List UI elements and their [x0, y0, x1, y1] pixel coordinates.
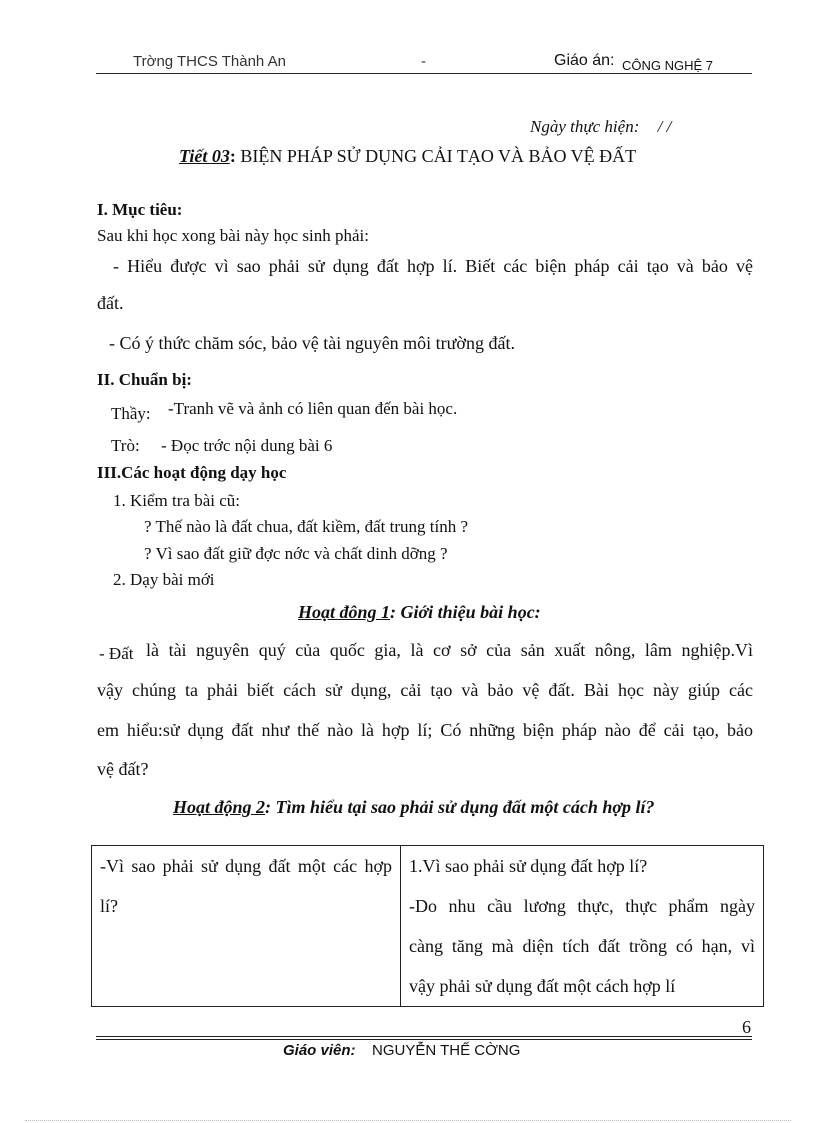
activity1-line1: là tài nguyên quý của quốc gia, là cơ sở của sản xuất nông, lâm nghiệp.Vì	[146, 640, 753, 660]
student-prep-text: - Đọc trớc nội dung bài 6	[161, 436, 333, 455]
title-colon: :	[229, 146, 236, 166]
activity1-heading	[298, 602, 541, 623]
section3-heading: III.Các hoạt động dạy học	[97, 463, 287, 482]
table-right-heading: 1.Vì sao phải sử dụng đất hợp lí?	[409, 856, 648, 876]
activity2-subtitle: : Tìm hiểu tại sao phải sử dụng đất một cách hợp lí?	[265, 797, 655, 817]
page-number: 6	[742, 1017, 751, 1037]
table-cell-question	[92, 846, 401, 1007]
activity1-title: Hoạt đông 1	[298, 602, 391, 622]
activity1-line2: vậy chúng ta phải biết cách sử dụng, cải tạo và bảo vệ đất. Bài học này giúp các	[97, 680, 753, 700]
date-value: / /	[657, 117, 672, 136]
date-label: Ngày thực hiện:	[530, 117, 640, 136]
objective-1-line1: - Hiểu được vì sao phải sử dụng đất hợp lí. Biết các biện pháp cải tạo và bảo vệ	[113, 256, 753, 276]
new-lesson: 2. Dạy bài mới	[113, 570, 215, 589]
table-right-line3: vậy phải sử dụng đất một cách hợp lí	[409, 976, 676, 996]
activity1-line3: em hiểu:sử dụng đất như thế nào là hợp lí; Có những biện pháp nào để cải tạo, bảo	[97, 720, 753, 740]
activity2-table	[91, 845, 764, 1007]
teacher-label: Giáo viên:	[283, 1042, 356, 1059]
header-rule	[96, 73, 752, 74]
period-number: Tiết 03	[179, 146, 230, 166]
question-1: ? Thế nào là đất chua, đất kiềm, đất trung tính ?	[144, 517, 468, 536]
header-dash: -	[421, 53, 426, 70]
table-cell-answer	[401, 846, 764, 1007]
student-prep-label: Trò:	[111, 436, 140, 455]
footer-rule-top	[96, 1036, 752, 1037]
section2-heading: II. Chuẩn bị:	[97, 370, 192, 389]
activity1-subtitle: : Giới thiệu bài học:	[390, 602, 541, 622]
teacher-prep-label: Thầy:	[111, 404, 151, 423]
date-line	[530, 117, 671, 137]
table-left-line1: -Vì sao phải sử dụng đất một các hợp	[100, 856, 392, 876]
section1-intro: Sau khi học xong bài này học sinh phải:	[97, 226, 369, 245]
subject-name: CÔNG NGHỆ 7	[622, 58, 714, 73]
page-bottom-edge	[25, 1120, 791, 1121]
title-text: BIỆN PHÁP SỬ DỤNG CẢI TẠO VÀ BẢO VỆ ĐẤT	[235, 146, 637, 166]
footer-rule-bottom	[96, 1039, 752, 1040]
activity1-line4: vệ đất?	[97, 759, 149, 779]
lesson-plan-label: Giáo án:	[554, 52, 615, 69]
table-row	[92, 846, 764, 1007]
school-name: Trờng THCS Thành An	[133, 53, 286, 70]
activity2-title: Hoạt động 2	[173, 797, 266, 817]
section1-heading: I. Mục tiêu:	[97, 200, 183, 219]
table-left-line2: lí?	[100, 896, 118, 916]
check-old-lesson: 1. Kiểm tra bài cũ:	[113, 491, 240, 510]
objective-2: - Có ý thức chăm sóc, bảo vệ tài nguyên môi trường đất.	[109, 333, 515, 353]
page-title	[179, 146, 636, 167]
table-right-line2: càng tăng mà diện tích đất trồng có hạn, vì	[409, 936, 755, 956]
teacher-prep-text: -Tranh vẽ và ảnh có liên quan đến bài học.	[168, 399, 458, 418]
activity1-dash-word: - Đất	[99, 644, 134, 663]
table-right-line1: -Do nhu cầu lương thực, thực phẩm ngày	[409, 896, 755, 916]
objective-1-line2: đất.	[97, 293, 124, 313]
teacher-name: NGUYỄN THẾ CỜNG	[372, 1042, 521, 1059]
question-2: ? Vì sao đất giữ đợc nớc và chất dinh dỡng ?	[144, 544, 448, 563]
activity2-heading	[173, 797, 655, 818]
